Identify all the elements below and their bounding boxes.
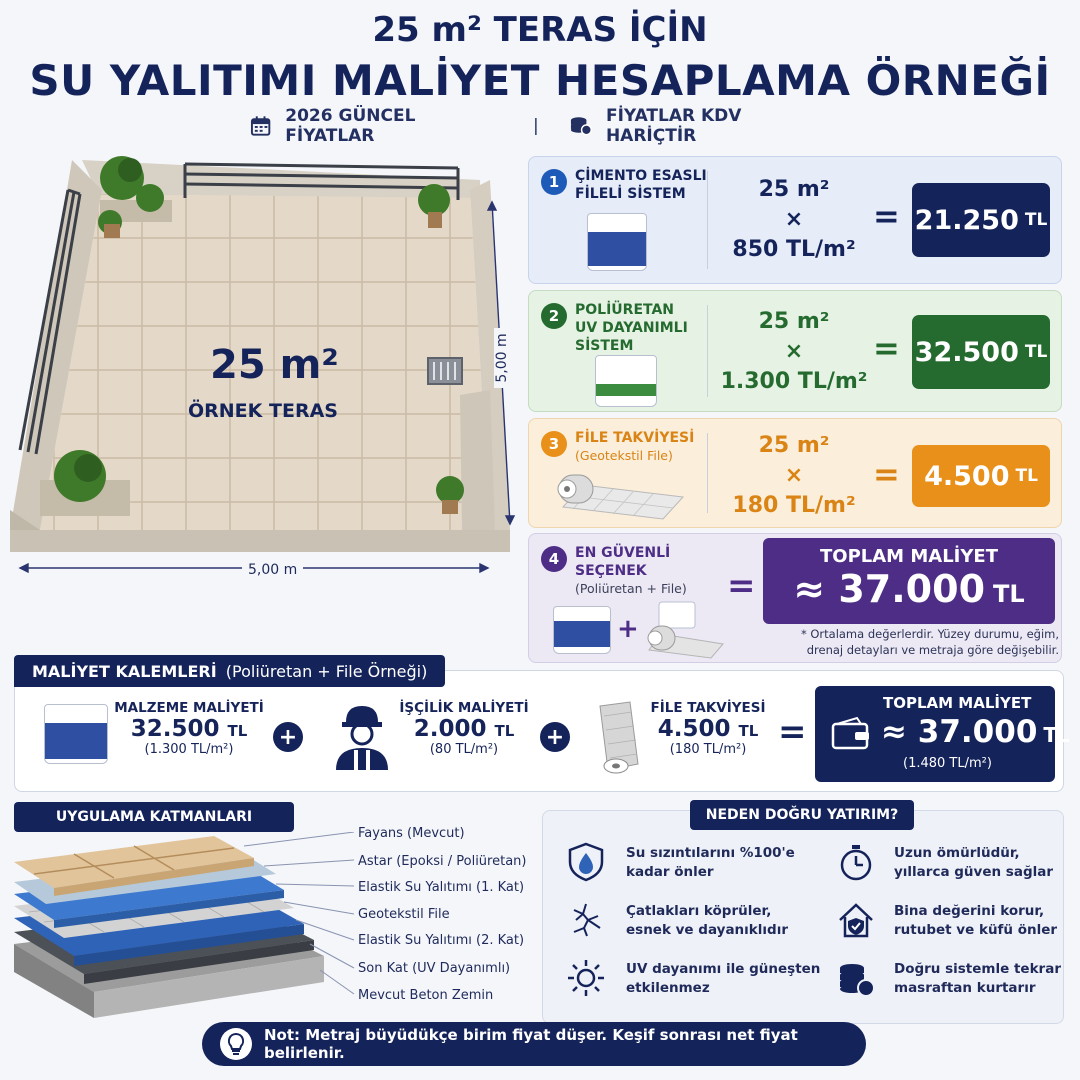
option-equals-2: =: [873, 329, 900, 367]
badge-prices: 2026 GÜNCEL FİYATLAR: [285, 106, 416, 146]
layer-label: Elastik Su Yalıtımı (1. Kat): [358, 880, 525, 895]
cost-items-heading: MALİYET KALEMLERİ (Poliüretan + File Örneği): [14, 655, 445, 687]
why-item-3: Çatlakları köprüler, esnek ve dayanıklıdır: [626, 903, 788, 938]
layer-label: Mevcut Beton Zemin: [358, 988, 494, 1003]
option-result-3: 4.500 TL: [912, 445, 1050, 507]
title-line-1: 25 m² TERAS İÇİN: [372, 10, 708, 50]
best-option-total-box: [763, 538, 1055, 624]
terrace-depth-dimension: 5,00 m: [494, 328, 510, 388]
coins-icon: [836, 958, 876, 998]
option-title-2: POLİÜRETAN UV DAYANIMLI SİSTEM: [575, 302, 688, 354]
note-bar: [202, 1022, 866, 1066]
coins-icon: [569, 115, 592, 137]
best-option-disclaimer: * Ortalama değerlerdir. Yüzey durumu, eğim, drenaj detayları ve metraja göre değişebilir.: [800, 627, 1059, 657]
terrace-area: 25 m²: [210, 342, 339, 388]
cement-bucket-icon: [587, 213, 647, 271]
layer-label: Geotekstil File: [358, 907, 450, 922]
why-item-5: UV dayanımı ile güneşten etkilenmez: [626, 961, 821, 996]
option-equals-1: =: [873, 197, 900, 235]
option-card-1: [528, 156, 1062, 284]
why-item-2: Uzun ömürlüdür, yıllarca güven sağlar: [894, 845, 1054, 880]
option-number-4: 4: [541, 546, 567, 572]
layers-heading: UYGULAMA KATMANLARI: [14, 802, 294, 832]
mesh-roll-icon: [645, 600, 725, 660]
calendar-icon: [250, 115, 271, 137]
plus-icon: +: [540, 722, 570, 752]
title-line-2: SU YALITIMI MALİYET HESAPLAMA ÖRNEĞİ: [29, 56, 1051, 105]
mesh-roll-icon: [553, 471, 693, 521]
option-card-2: [528, 290, 1062, 412]
option-equals-3: =: [873, 455, 900, 493]
crack-icon: [566, 900, 606, 940]
worker-icon: [330, 700, 394, 770]
note-text: Not: Metraj büyüdükçe birim fiyat düşer. Keşif sonrası net fiyat belirlenir.: [264, 1026, 798, 1062]
layer-label: Son Kat (UV Dayanımlı): [358, 961, 511, 976]
best-option-plus: +: [617, 614, 639, 644]
cost-total-box: [815, 686, 1070, 782]
stopwatch-icon: [836, 842, 876, 882]
cost-item-material: MALZEME MALİYETİ 32.500 TL (1.300 TL/m²): [114, 700, 264, 757]
option-title-4: EN GÜVENLİ SEÇENEK (Poliüretan + File): [575, 545, 687, 596]
layer-label: Elastik Su Yalıtımı (2. Kat): [358, 933, 525, 948]
terrace-width-dimension: 5,00 m: [242, 562, 303, 578]
best-option-total-label: TOPLAM MALİYET: [820, 546, 998, 567]
option-card-3: [528, 418, 1062, 528]
cost-item-mesh: FİLE TAKVİYESİ 4.500 TL (180 TL/m²): [650, 700, 766, 757]
layer-label: Fayans (Mevcut): [358, 826, 465, 841]
option-title-1: ÇİMENTO ESASLI FİLELİ SİSTEM: [575, 168, 707, 202]
cost-item-labor: İŞÇİLİK MALİYETİ 2.000 TL (80 TL/m²): [399, 700, 529, 757]
cost-total-label: TOPLAM MALİYET: [883, 694, 1032, 712]
polyurethane-bucket-icon: [553, 606, 611, 654]
cost-total-value: ≈ 37.000 TL: [881, 714, 1070, 750]
plus-icon: +: [273, 722, 303, 752]
terrace-label: ÖRNEK TERAS: [188, 400, 338, 422]
layer-label: Astar (Epoksi / Poliüretan): [358, 854, 527, 869]
why-item-6: Doğru sistemle tekrar masraftan kurtarır: [894, 961, 1061, 996]
material-bucket-icon: [44, 704, 108, 764]
sun-icon: [566, 958, 606, 998]
badge-separator: |: [533, 116, 539, 136]
polyurethane-bucket-icon: [595, 355, 657, 407]
why-item-1: Su sızıntılarını %100'e kadar önler: [626, 845, 795, 880]
wallet-icon: [831, 716, 871, 750]
badge-vat: FİYATLAR KDV HARİÇTİR: [605, 106, 742, 146]
option-result-2: 32.500 TL: [912, 315, 1050, 389]
cost-total-sub: (1.480 TL/m²): [903, 756, 992, 771]
best-option-total-value: ≈ 37.000 TL: [793, 567, 1025, 611]
option-number-2: 2: [541, 303, 567, 329]
option-calc-3: 25 m² × 180 TL/m²: [732, 433, 856, 518]
lightbulb-icon: [220, 1028, 252, 1060]
option-number-3: 3: [541, 431, 567, 457]
cost-equals: =: [778, 712, 807, 752]
house-shield-icon: [836, 900, 876, 940]
layers-diagram: [14, 832, 364, 1022]
header-badges: [250, 106, 830, 146]
option-calc-2: 25 m² × 1.300 TL/m²: [720, 309, 868, 394]
terrace-illustration: [10, 150, 525, 590]
best-option-equals: =: [727, 566, 756, 606]
option-title-3: FİLE TAKVİYESİ (Geotekstil File): [575, 430, 695, 463]
option-calc-1: 25 m² × 850 TL/m²: [732, 177, 856, 262]
shield-drop-icon: [566, 842, 606, 882]
option-number-1: 1: [541, 169, 567, 195]
why-heading: NEDEN DOĞRU YATIRIM?: [690, 800, 914, 830]
option-result-1: 21.250 TL: [912, 183, 1050, 257]
option-card-4: [528, 533, 1062, 663]
why-item-4: Bina değerini korur, rutubet ve küfü önler: [894, 903, 1058, 938]
